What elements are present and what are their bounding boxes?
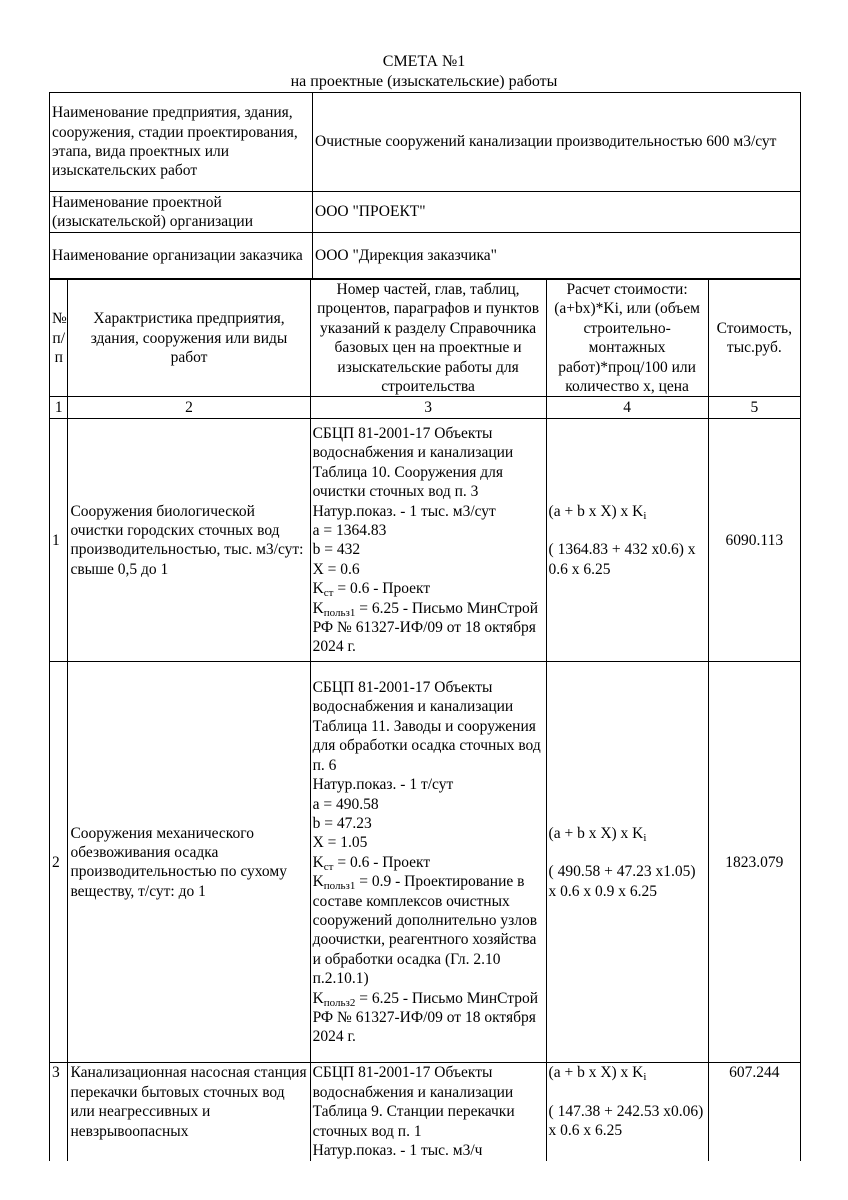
info-value: ООО "ПРОЕКТ" [313,192,801,233]
table-row [50,419,801,662]
ref-line: СБЦП 81-2001-17 Объекты водоснабжения и канализации Таблица 11. Заводы и сооружения для обработки осадка сточных вод п. 6 [312,679,541,774]
ref-line: b = 432 [312,541,361,559]
info-row-customer [50,233,801,279]
info-table [49,92,801,279]
calc-expression: ( 490.58 + 47.23 x1.05) x 0.6 x 0.9 x 6.25 [548,863,696,900]
row-calculation [546,1063,708,1161]
row-no: 3 [50,1063,68,1161]
ref-line: b = 47.23 [312,814,372,832]
row-calculation [546,662,708,1063]
header-cost: Стоимость, тыс.руб. [708,280,800,397]
column-number: 4 [546,397,708,419]
row-reference [310,662,546,1063]
info-value: Очистные сооружений канализации производительностью 600 м3/сут [313,93,801,192]
header-characteristic: Характристика предприятия, здания, сооружения или виды работ [68,280,310,397]
table-row [50,662,801,1063]
ref-line: a = 490.58 [312,795,379,813]
formula: (a + b x X) x $K_i$ [548,1064,647,1084]
document-title: СМЕТА №1 [382,53,466,70]
info-label: Наименование организации заказчика [50,233,313,279]
ref-line: a = 1364.83 [312,522,387,540]
coefficient-line: $K_{ст} = 0.6$ - Проект [312,580,431,600]
coefficient-line: $K_{польз2} = 6.25$ - Письмо МинСтрой РФ № 61327-ИФ/09 от 18 октября 2024 г. [312,989,539,1046]
header-no: № п/п [50,280,68,397]
table-row [50,1063,801,1161]
info-row-enterprise [50,93,801,192]
row-cost: 607.244 [708,1063,800,1161]
column-number: 2 [68,397,310,419]
column-number: 1 [50,397,68,419]
info-value: ООО "Дирекция заказчика" [313,233,801,279]
coefficient-line: $K_{польз1} = 6.25$ - Письмо МинСтрой РФ № 61327-ИФ/09 от 18 октября 2024 г. [312,599,539,656]
column-number: 3 [310,397,546,419]
info-row-designer [50,192,801,233]
header-calculation: Расчет стоимости: (a+bx)*Ki, или (объем строительно-монтажных работ)*проц/100 или количество х, цена [546,280,708,397]
coefficient-line: $K_{польз1} = 0.9$ - Проектирование в составе комплексов очистных сооружений дополнительно узлов доочистки, реагентного хозяйства и обработки осадка (Гл. 2.10 п.2.10.1) [312,873,538,988]
calc-expression: ( 147.38 + 242.53 x0.06) x 0.6 x 6.25 [548,1102,704,1140]
coefficient-line: $K_{ст} = 0.6$ - Проект [312,853,431,873]
formula: (a + b x X) x $K_i$ [548,824,647,844]
row-cost: 6090.113 [708,419,800,662]
formula: (a + b x X) x $K_i$ [548,502,647,522]
calc-expression: ( 1364.83 + 432 x0.6) x 0.6 x 6.25 [548,541,696,578]
column-numbers-row [50,397,801,419]
row-characteristic: Канализационная насосная станция перекачки бытовых сточных вод или неагрессивных и невзрывоопасных [68,1063,310,1161]
row-reference [310,1063,546,1161]
table-header-row [50,280,801,397]
column-number: 5 [708,397,800,419]
document-subtitle: на проектные (изыскательские) работы [290,73,558,90]
row-no: 2 [50,662,68,1063]
ref-line: Натур.показ. - 1 тыс. м3/ч [312,1142,483,1160]
ref-line: Натур.показ. - 1 тыс. м3/сут [312,502,496,520]
row-characteristic: Сооружения механического обезвоживания осадка производительностью по сухому веществу, т/сут: до 1 [68,662,310,1063]
ref-line: Натур.показ. - 1 т/сут [312,776,454,794]
estimate-table [49,279,801,1161]
row-characteristic: Сооружения биологической очистки городских сточных вод производительностью, тыс. м3/сут: свыше 0,5 до 1 [68,419,310,662]
ref-line: X = 0.6 [312,560,360,578]
info-label: Наименование проектной (изыскательской) организации [50,192,313,233]
row-calculation [546,419,708,662]
ref-line: X = 1.05 [312,834,368,852]
row-no: 1 [50,419,68,662]
row-reference [310,419,546,662]
ref-line: СБЦП 81-2001-17 Объекты водоснабжения и канализации Таблица 9. Станции перекачки сточных вод п. 1 [312,1064,515,1140]
info-label: Наименование предприятия, здания, сооружения, стадии проектирования, этапа, вида проектных или изыскательских работ [50,93,313,192]
header-reference: Номер частей, глав, таблиц, процентов, параграфов и пунктов указаний к разделу Справочника базовых цен на проектные и изыскательские работы для строительства [310,280,546,397]
ref-line: СБЦП 81-2001-17 Объекты водоснабжения и канализации Таблица 10. Сооружения для очистки сточных вод п. 3 [312,425,514,501]
row-cost: 1823.079 [708,662,800,1063]
